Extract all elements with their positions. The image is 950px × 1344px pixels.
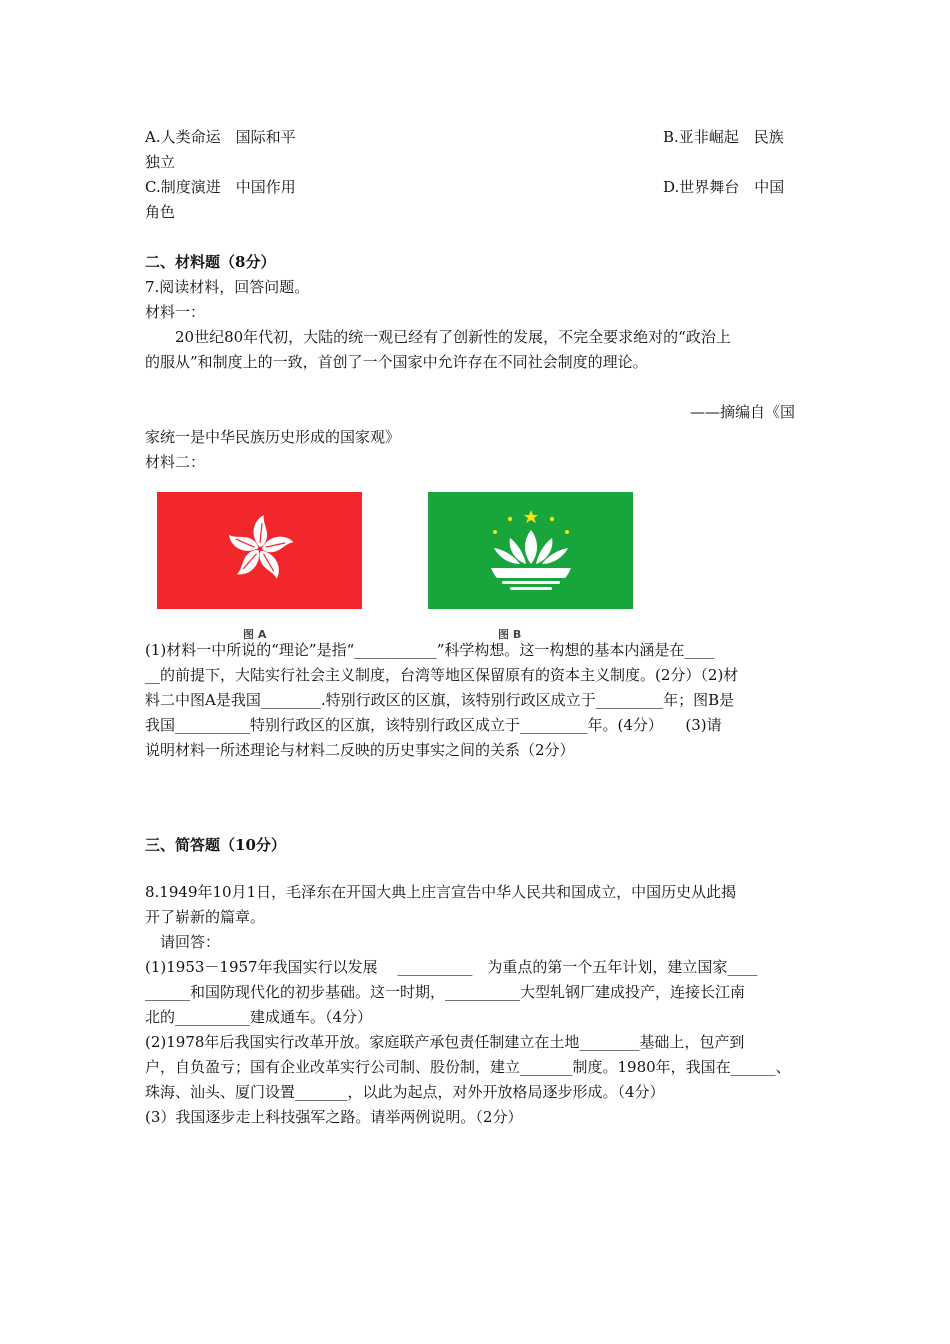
question-8-line-9: 珠海、汕头、厦门设置_______，以此为起点，对外开放格局逐步形成。（4分） xyxy=(145,1083,665,1101)
section-2-title: 二、材料题（8分） xyxy=(145,253,276,271)
question-8-line-1: 8.1949年10月1日，毛泽东在开国大典上庄言宣告中华人民共和国成立，中国历史从此揭 xyxy=(145,883,737,901)
question-7-prompt: 7.阅读材料，回答问题。 xyxy=(145,278,310,296)
question-7-line-1: (1)材料一中所说的“理论”是指“___________”科学构想。这一构想的基本内涵是在____ xyxy=(145,641,715,659)
question-8-line-4: (1)1953－1957年我国实行以发展 __________ 为重点的第一个五年计划，建立国家____ xyxy=(145,958,758,976)
question-7-line-5: 说明材料一所述理论与材料二反映的历史事实之间的关系（2分） xyxy=(145,741,575,759)
material-1-source-2: 家统一是中华民族历史形成的国家观》 xyxy=(145,428,401,446)
material-1-source-1: ——摘编自《国 xyxy=(690,403,796,421)
question-7-line-2: __的前提下，大陆实行社会主义制度，台湾等地区保留原有的资本主义制度。(2分）（2)材 xyxy=(145,666,739,684)
question-8-line-2: 开了崭新的篇章。 xyxy=(145,908,266,926)
question-7-line-3: 料二中图A是我国________.特别行政区的区旗，该特别行政区成立于_________年；图B是 xyxy=(145,691,735,709)
question-7-line-4: 我国__________特别行政区的区旗，该特别行政区成立于_________年。(4分） (3)请 xyxy=(145,716,722,734)
material-2-label: 材料二： xyxy=(145,453,206,471)
option-d-continued: 角色 xyxy=(145,203,176,221)
section-3-title: 三、简答题（10分） xyxy=(145,836,286,854)
figure-b-caption: 图 B xyxy=(498,628,522,641)
question-8-line-8: 户，自负盈亏；国有企业改革实行公司制、股份制，建立_______制度。1980年，我国在______、 xyxy=(145,1058,791,1076)
material-1-text-1: 20世纪80年代初，大陆的统一观已经有了创新性的发展，不完全要求绝对的“政治上 xyxy=(175,328,731,346)
question-8-line-5: ______和国防现代化的初步基础。这一时期，__________大型轧钢厂建成投产，连接长江南 xyxy=(145,983,746,1001)
figure-a-caption: 图 A xyxy=(243,628,267,641)
material-1-label: 材料一： xyxy=(145,303,206,321)
material-1-text-2: 的服从”和制度上的一致，首创了一个国家中允许存在不同社会制度的理论。 xyxy=(145,353,648,371)
question-8-line-7: (2)1978年后我国实行改革开放。家庭联产承包责任制建立在土地________基础上，包产到 xyxy=(145,1033,745,1051)
hong-kong-flag-image xyxy=(157,492,362,609)
macau-flag-image xyxy=(428,492,633,609)
question-8-line-10: (3）我国逐步走上科技强军之路。请举两例说明。（2分） xyxy=(145,1108,523,1126)
option-a: A.人类命运 国际和平 xyxy=(145,128,296,146)
option-b-continued: 独立 xyxy=(145,153,176,171)
question-8-line-3: 请回答： xyxy=(145,933,221,951)
option-c: C.制度演进 中国作用 xyxy=(145,178,296,196)
question-8-line-6: 北的__________建成通车。（4分） xyxy=(145,1008,373,1026)
option-d: D.世界舞台 中国 xyxy=(663,178,785,196)
option-b: B.亚非崛起 民族 xyxy=(663,128,784,146)
